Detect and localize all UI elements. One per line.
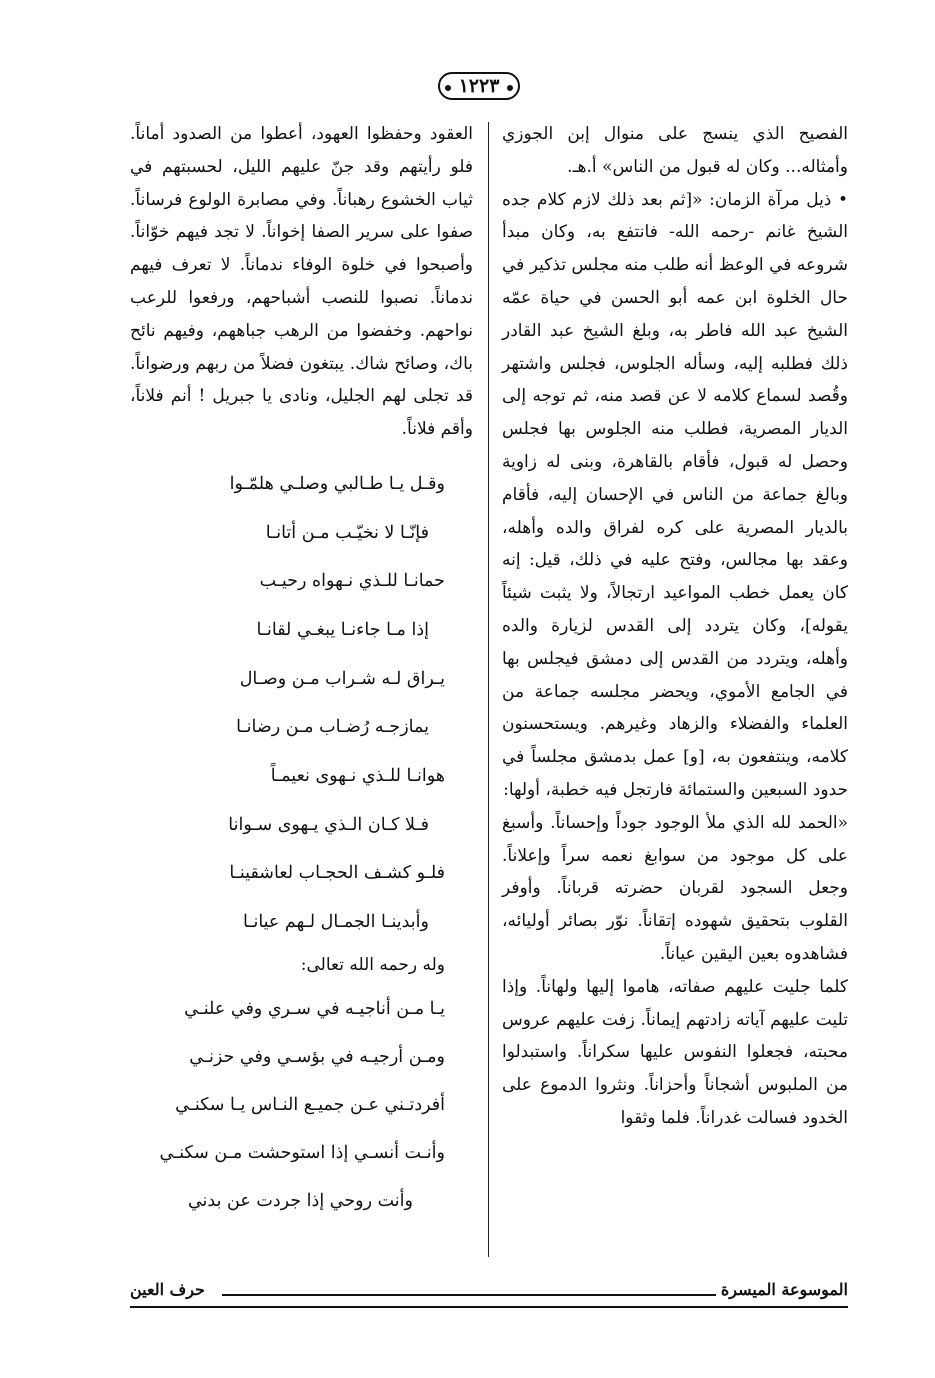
page-number: ١٢٢٣ — [438, 72, 520, 100]
paragraph: • ذيل مرآة الزمان: «[ثم بعد ذلك لازم كلام جده الشيخ غانم -رحمه الله- فانتفع به، وكان مبدأ شروعه في الوعظ أنه طلب منه مجلس تذكير في حال الخلوة ابن عمه أبو الحسن في حياة عمّه الشيخ عبد الله فاطر به، وبلغ الشيخ عبد القادر ذلك فطلبه إليه، وسأله الجلوس، فجلس واشتهر وقُصد لسماع كلامه لا عن قصد منه، ثم توجه إلى الديار المصرية، فطلب منه الجلوس بها فجلس وحصل له قبول، فأقام بالقاهرة، وبنى له زاوية وبالغ جماعة من الناس في الإحسان إليه، فأقام بالديار المصرية على كره لفراق والده وأهله، وعقد بها مجالس، وفتح عليه في ذلك، قيل: إنه كان يعمل خطب المواعيد ارتجالاً، ولا يثبت شيئاً يقوله]، وكان يتردد إلى القدس لزيارة والده وأهله، ويتردد من القدس إلى دمشق فيجلس بها في الجامع الأموي، ويحضر مجلسه جماعة من العلماء والفضلاء والزهاد وغيرهم. ويستحسنون كلامه، وينتفعون به، [و] عمل بدمشق مجلساً في حدود السبعين والستمائة فارتجل فيه خطبة، أولها: — [502, 189, 848, 800]
paragraph: العقود وحفظوا العهود، أعطوا من الصدود أماناً. فلو رأيتهم وقد جنّ عليهم الليل، لحسبتهم في ثياب الخشوع رهباناً. وفي مصابرة الولوع فرساناً. صفوا على سرير الصفا إخواناً. لا تجد فيهم خوّاناً. وأصبحوا في خلوة الوفاء ندماناً. لا تعرف فيهم ندماناً. نصبوا للنصب أشباحهم، ورفعوا للرعب نواحهم. وخفضوا من الرهب جباههم، وفيهم نائح باك، وصائح شاك. يبتغون فضلاً من ربهم ورضواناً. قد تجلى لهم الجليل، ونادى يا جبريل ! أنم فلاناً، وأقم فلاناً. — [130, 124, 473, 440]
verse-line: فلـو كشـف الحجـاب لعاشقينـا — [229, 863, 445, 884]
verse-line: أفردتـني عـن جميـع النـاس يـا سكنـي — [175, 1094, 445, 1115]
bottom-rule — [130, 1306, 848, 1308]
verse-line: وأنـت أنسـي إذا استوحشت مـن سكنـي — [159, 1142, 445, 1163]
verse-line: فـلا كـان الـذي يـهوى سـوانا — [228, 814, 429, 835]
verse-line: فإنّـا لا نخيّـب مـن أتانـا — [265, 522, 429, 543]
verse-line: إذا مـا جاءنـا يبغـي لقانـا — [256, 620, 429, 641]
verse-line: وأنت روحي إذا جردت عن بدني — [187, 1190, 413, 1211]
verse-line: يمازجـه رُضـاب مـن رضانـا — [236, 717, 429, 738]
footer-section-title: حرف العين — [130, 1280, 205, 1299]
verse-line: وقـل يـا طـالبي وصلـي هلمّـوا — [229, 473, 445, 494]
poem — [130, 460, 473, 947]
column-divider — [488, 122, 489, 1257]
verse-line: ومـن أرجيـه في بؤسـي وفي حزنـي — [189, 1046, 445, 1067]
paragraph: الفصيح الذي ينسج على منوال إبن الجوزي وأمثاله... وكان له قبول من الناس» أ.هـ. — [502, 124, 848, 177]
left-column — [130, 118, 473, 1225]
footer-encyclopedia-title: الموسوعة الميسرة — [720, 1280, 848, 1299]
verse-line: هوانـا للـذي نـهوى نعيمـاً — [270, 766, 445, 787]
verse-line: حمانـا للـذي نـهواه رحيـب — [259, 571, 445, 592]
page-footer — [130, 1280, 848, 1306]
poem-intro: وله رحمه الله تعالى: — [300, 954, 445, 975]
paragraph: «الحمد لله الذي ملأ الوجود جوداً وإحساناً. وأسبغ على كل موجود من سوابغ نعمه سراً وإعلاناً. وجعل السجود لقربان حضرته قرباناً. وأوفر القلوب بتحقيق شهوده إتقاناً. نوّر بصائر أوليائه، فشاهدوه بعين اليقين عياناً. — [502, 812, 848, 964]
right-column — [502, 118, 848, 1135]
footer-rule — [222, 1294, 716, 1296]
poem-2 — [130, 985, 473, 1225]
verse-line: يـا مـن أناجيـه في سـري وفي علنـي — [184, 998, 445, 1019]
verse-line: وأبدينـا الجمـال لـهم عيانـا — [242, 912, 429, 933]
verse-line: يـراق لـه شـراب مـن وصـال — [239, 668, 445, 689]
paragraph: كلما جليت عليهم صفاته، هاموا إليها ولهاناً. وإذا تليت عليهم آياته زادتهم إيماناً. زفت عليهم عروس محبته، فجعلوا النفوس عليها سكراناً. واستبدلوا من الملبوس أشجاناً وأحزاناً. ونثروا الدموع على الخدود فسالت غدراناً. فلما وثقوا — [502, 976, 848, 1128]
